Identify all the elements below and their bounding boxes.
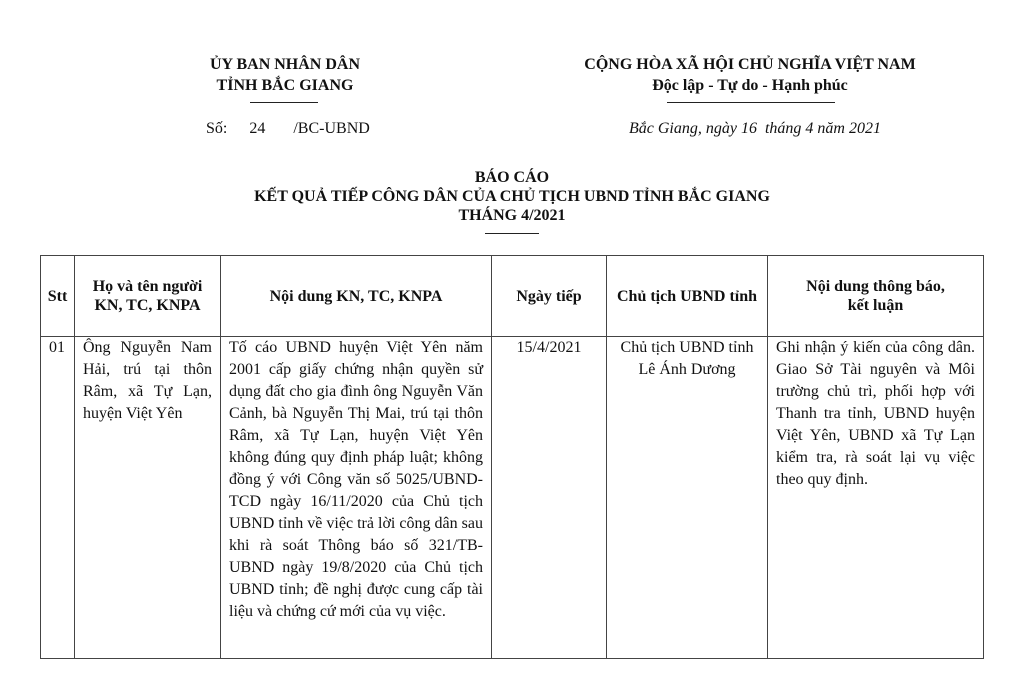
- report-subtitle: KẾT QUẢ TIẾP CÔNG DÂN CỦA CHỦ TỊCH UBND TỈNH BẮC GIANG: [254, 188, 770, 205]
- row-stt: 01: [41, 337, 75, 659]
- header-conclusion: Nội dung thông báo, kết luận: [768, 256, 984, 337]
- motto-underline: [667, 102, 835, 103]
- document-number-label: Số:: [206, 120, 228, 137]
- row-chairman-name: Lê Ánh Dương: [638, 361, 736, 378]
- row-conclusion: Ghi nhận ý kiến của công dân. Giao Sở Tài nguyên và Môi trường chủ trì, phối hợp với Thanh tra tỉnh, UBND huyện Việt Yên, UBND xã Tự Lạn kiểm tra, rà soát lại vụ việc theo quy định.: [768, 337, 984, 659]
- report-title: BÁO CÁO: [474, 169, 550, 186]
- header-name: Họ và tên người KN, TC, KNPA: [75, 256, 221, 337]
- header-stt: Stt: [41, 256, 75, 337]
- row-chairman: [607, 337, 768, 659]
- header-date: Ngày tiếp: [492, 256, 607, 337]
- province-name: TỈNH BẮC GIANG: [216, 77, 354, 94]
- table-header-row: [41, 256, 984, 337]
- row-name: Ông Nguyễn Nam Hải, trú tại thôn Râm, xã Tự Lạn, huyện Việt Yên: [75, 337, 221, 659]
- table-row: [41, 337, 984, 659]
- agency-underline: [250, 102, 318, 103]
- agency-header: [180, 54, 390, 96]
- document-number-suffix: /BC-UBND: [293, 120, 370, 137]
- national-motto: Độc lập - Tự do - Hạnh phúc: [652, 77, 848, 94]
- title-underline: [485, 233, 539, 234]
- national-title: CỘNG HÒA XÃ HỘI CHỦ NGHĨA VIỆT NAM: [584, 56, 916, 73]
- row-chairman-title: Chủ tịch UBND tỉnh: [620, 339, 754, 356]
- document-number: [206, 120, 370, 138]
- report-table: [40, 255, 984, 659]
- national-header: [545, 54, 955, 96]
- agency-name: ỦY BAN NHÂN DÂN: [209, 56, 361, 73]
- header-chairman: Chủ tịch UBND tỉnh: [607, 256, 768, 337]
- header-content: Nội dung KN, TC, KNPA: [221, 256, 492, 337]
- report-period: THÁNG 4/2021: [458, 207, 566, 224]
- document-number-value: 24: [249, 120, 266, 137]
- row-content: Tố cáo UBND huyện Việt Yên năm 2001 cấp giấy chứng nhận quyền sử dụng đất cho gia đình ông Nguyễn Văn Cảnh, bà Nguyễn Thị Mai, trú tại thôn Râm, xã Tự Lạn, huyện Việt Yên không đúng quy định pháp luật; không đồng ý với Công văn số 5025/UBND-TCD ngày 16/11/2020 của Chủ tịch UBND tỉnh về việc trả lời công dân sau khi rà soát Thông báo số 321/TB-UBND ngày 19/8/2020 của Chủ tịch UBND tỉnh; đề nghị được cung cấp tài liệu và chứng cứ mới của vụ việc.: [221, 337, 492, 659]
- issue-date: Bắc Giang, ngày 16 tháng 4 năm 2021: [629, 120, 881, 137]
- row-date: 15/4/2021: [492, 337, 607, 659]
